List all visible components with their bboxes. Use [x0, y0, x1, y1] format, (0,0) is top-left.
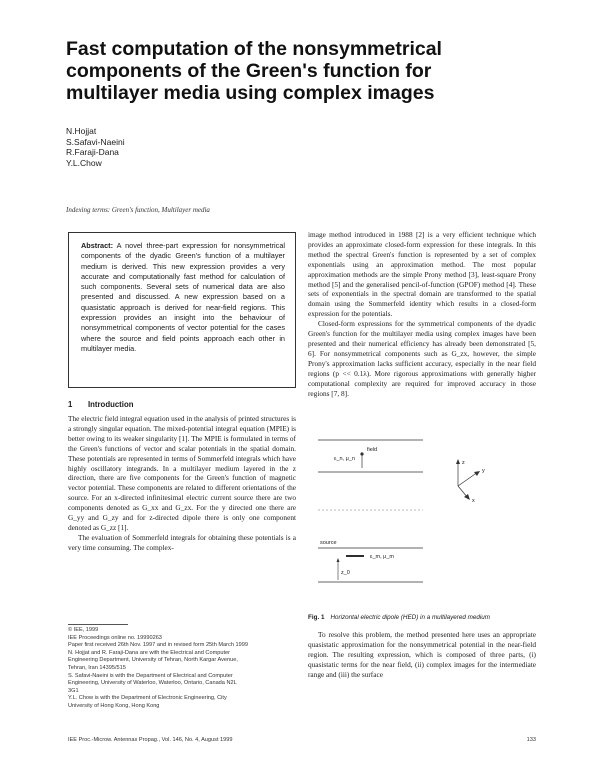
- journal-citation: IEE Proc.-Microw. Antennas Propag., Vol. 146, No. 4, August 1999: [68, 737, 233, 743]
- field-point-icon: [360, 452, 363, 455]
- footnote-line: University of Hong Kong, Hong Kong: [68, 702, 160, 709]
- layer-m-label: ε_m, μ_m: [370, 554, 394, 560]
- abstract-label: Abstract:: [81, 241, 114, 250]
- abstract-text: A novel three-part expression for nonsymmetrical components of the dyadic Green's function of a multilayer medium is derived. This new expression provides a very accurate and computationally fast method for calculation of such components. Several sets of numerical data are also presented and discussed. A new expression based on a quasistatic approach is derived for near-field regions. This expression provides an insight into the behaviour of nonsymmetrical components of vector potential for the cases where the source and field points approach each other in multilayer media.: [81, 241, 286, 353]
- footnote-line: Engineering, University of Waterloo, Waterloo, Ontario, Canada N2L: [68, 680, 237, 687]
- footnote-rule: [68, 624, 128, 625]
- abstract-box: [68, 232, 296, 388]
- paper-title: Fast computation of the nonsymmetrical components of the Green's function for multilayer media using complex images: [66, 38, 442, 104]
- body-paragraph: The evaluation of Sommerfeld integrals for obtaining these potentials is a very time consuming. The complex-: [68, 532, 296, 552]
- z0-arrow-icon: [337, 558, 340, 562]
- x-arrow-icon: [464, 494, 470, 500]
- y-arrow-icon: [474, 471, 480, 476]
- footnote-line: Y.L. Chow is with the Department of Electronic Engineering, City: [68, 695, 227, 702]
- running-footer: [68, 737, 536, 743]
- section-heading: [68, 400, 133, 409]
- x-axis-label: x: [472, 498, 475, 504]
- footnotes: [68, 624, 296, 711]
- body-paragraph: The electric field integral equation used in the analysis of printed structures is a strongly singular equation. The mixed-potential integral equation (MPIE) is better owing to its weaker singularity [1]. The MPIE is formulated in terms of the Green's functions of vector and scalar potentials in the spatial domain. These potentials are represented in terms of Sommerfeld integrals which have highly oscillatory integrands. In a multilayer medium layered in the z direction, there are five components for the Green's function of magnetic vector potential. These components are related to different orientations of the source. For an x-directed infinitesimal electric current source there are two components denoted as G_xx and G_zx. For the y directed one there are G_yy and G_zy and for z-directed dipole there is only one component denoted as G_zz [1].: [68, 414, 296, 532]
- footnote-line: S. Safavi-Naeini is with the Department of Electrical and Computer: [68, 672, 233, 679]
- z0-label: z_0: [341, 570, 350, 576]
- footnote-line: Engineering Department, University of Tehran, North Kargar Avenue,: [68, 657, 238, 664]
- indexing-terms: Indexing terms: Green's function, Multilayer media: [66, 206, 210, 214]
- field-label: field: [367, 447, 378, 453]
- body-column-left: [68, 414, 296, 553]
- author-list: [66, 126, 125, 168]
- caption-text: Horizontal electric dipole (HED) in a multilayered medium: [330, 614, 491, 621]
- author-name: S.Safavi-Naeini: [66, 136, 125, 147]
- footnote-line: N. Hojjat and R. Faraji-Dana are with the Electrical and Computer: [68, 649, 230, 656]
- z-arrow-icon: [456, 459, 460, 464]
- body-paragraph: To resolve this problem, the method presented here uses an appropriate quasistatic approximation for the nonsymmetrical potential in the near-field region. The resulting expression, which is composed of three parts, (i) quasistatic terms for the near field, (ii) complex images for the intermediate range and (iii) the surface: [308, 630, 536, 679]
- page-number: 133: [526, 737, 536, 743]
- author-name: R.Faraji-Dana: [66, 147, 119, 157]
- author-name: Y.L.Chow: [66, 157, 102, 168]
- section-number: 1: [68, 400, 73, 409]
- figure-diagram: [308, 424, 536, 606]
- y-axis: [458, 472, 478, 486]
- section-title: Introduction: [88, 400, 134, 409]
- footnote-line: Tehran, Iran 14395/515: [68, 664, 126, 671]
- body-paragraph: Closed-form expressions for the symmetrical components of the dyadic Green's function for the multilayer media using complex images have been presented and their numerical efficiency has already been demonstrated [5, 6]. For nonsymmetrical components such as G_zx, however, the simple Prony's approximation lacks sufficient accuracy, especially in the near field regions (p << 0.1λ). More rigorous approximations with generally higher computational complexity are required for improved accuracy in those regions [7, 8].: [308, 319, 536, 398]
- figure-1: [308, 424, 536, 606]
- layer-n-label: ε_n, μ_n: [334, 456, 355, 462]
- author-name: N.Hojjat: [66, 126, 97, 136]
- figure-caption: [308, 614, 536, 621]
- body-column-right-lower: [308, 630, 536, 680]
- source-label: source: [320, 540, 337, 546]
- body-paragraph: image method introduced in 1988 [2] is a very efficient technique which provides an approximate closed-form expression for these integrals. In this method the spectral Green's function is represented by a set of complex exponentials using an approximation method. The most popular approximation methods are the simple Prony method [3], least-square Prony method [5] and the generalised pencil-of-function (GPOF) method [4]. These sets of exponentials in the spectral domain are transformed to the spatial domain using the Sommerfeld identity which results in a closed-form expression for the potentials.: [308, 230, 536, 319]
- body-column-right: [308, 230, 536, 398]
- footnote-line: 3G1: [68, 687, 79, 694]
- caption-label: Fig. 1: [308, 614, 325, 621]
- footnote-line: IEE Proceedings online no. 19990263: [68, 634, 162, 641]
- footnote-line: © IEE, 1999: [68, 627, 99, 633]
- y-axis-label: y: [482, 468, 485, 474]
- footnote-line: Paper first received 26th Nov. 1997 and in revised form 25th March 1999: [68, 642, 248, 649]
- z-axis-label: z: [462, 460, 465, 466]
